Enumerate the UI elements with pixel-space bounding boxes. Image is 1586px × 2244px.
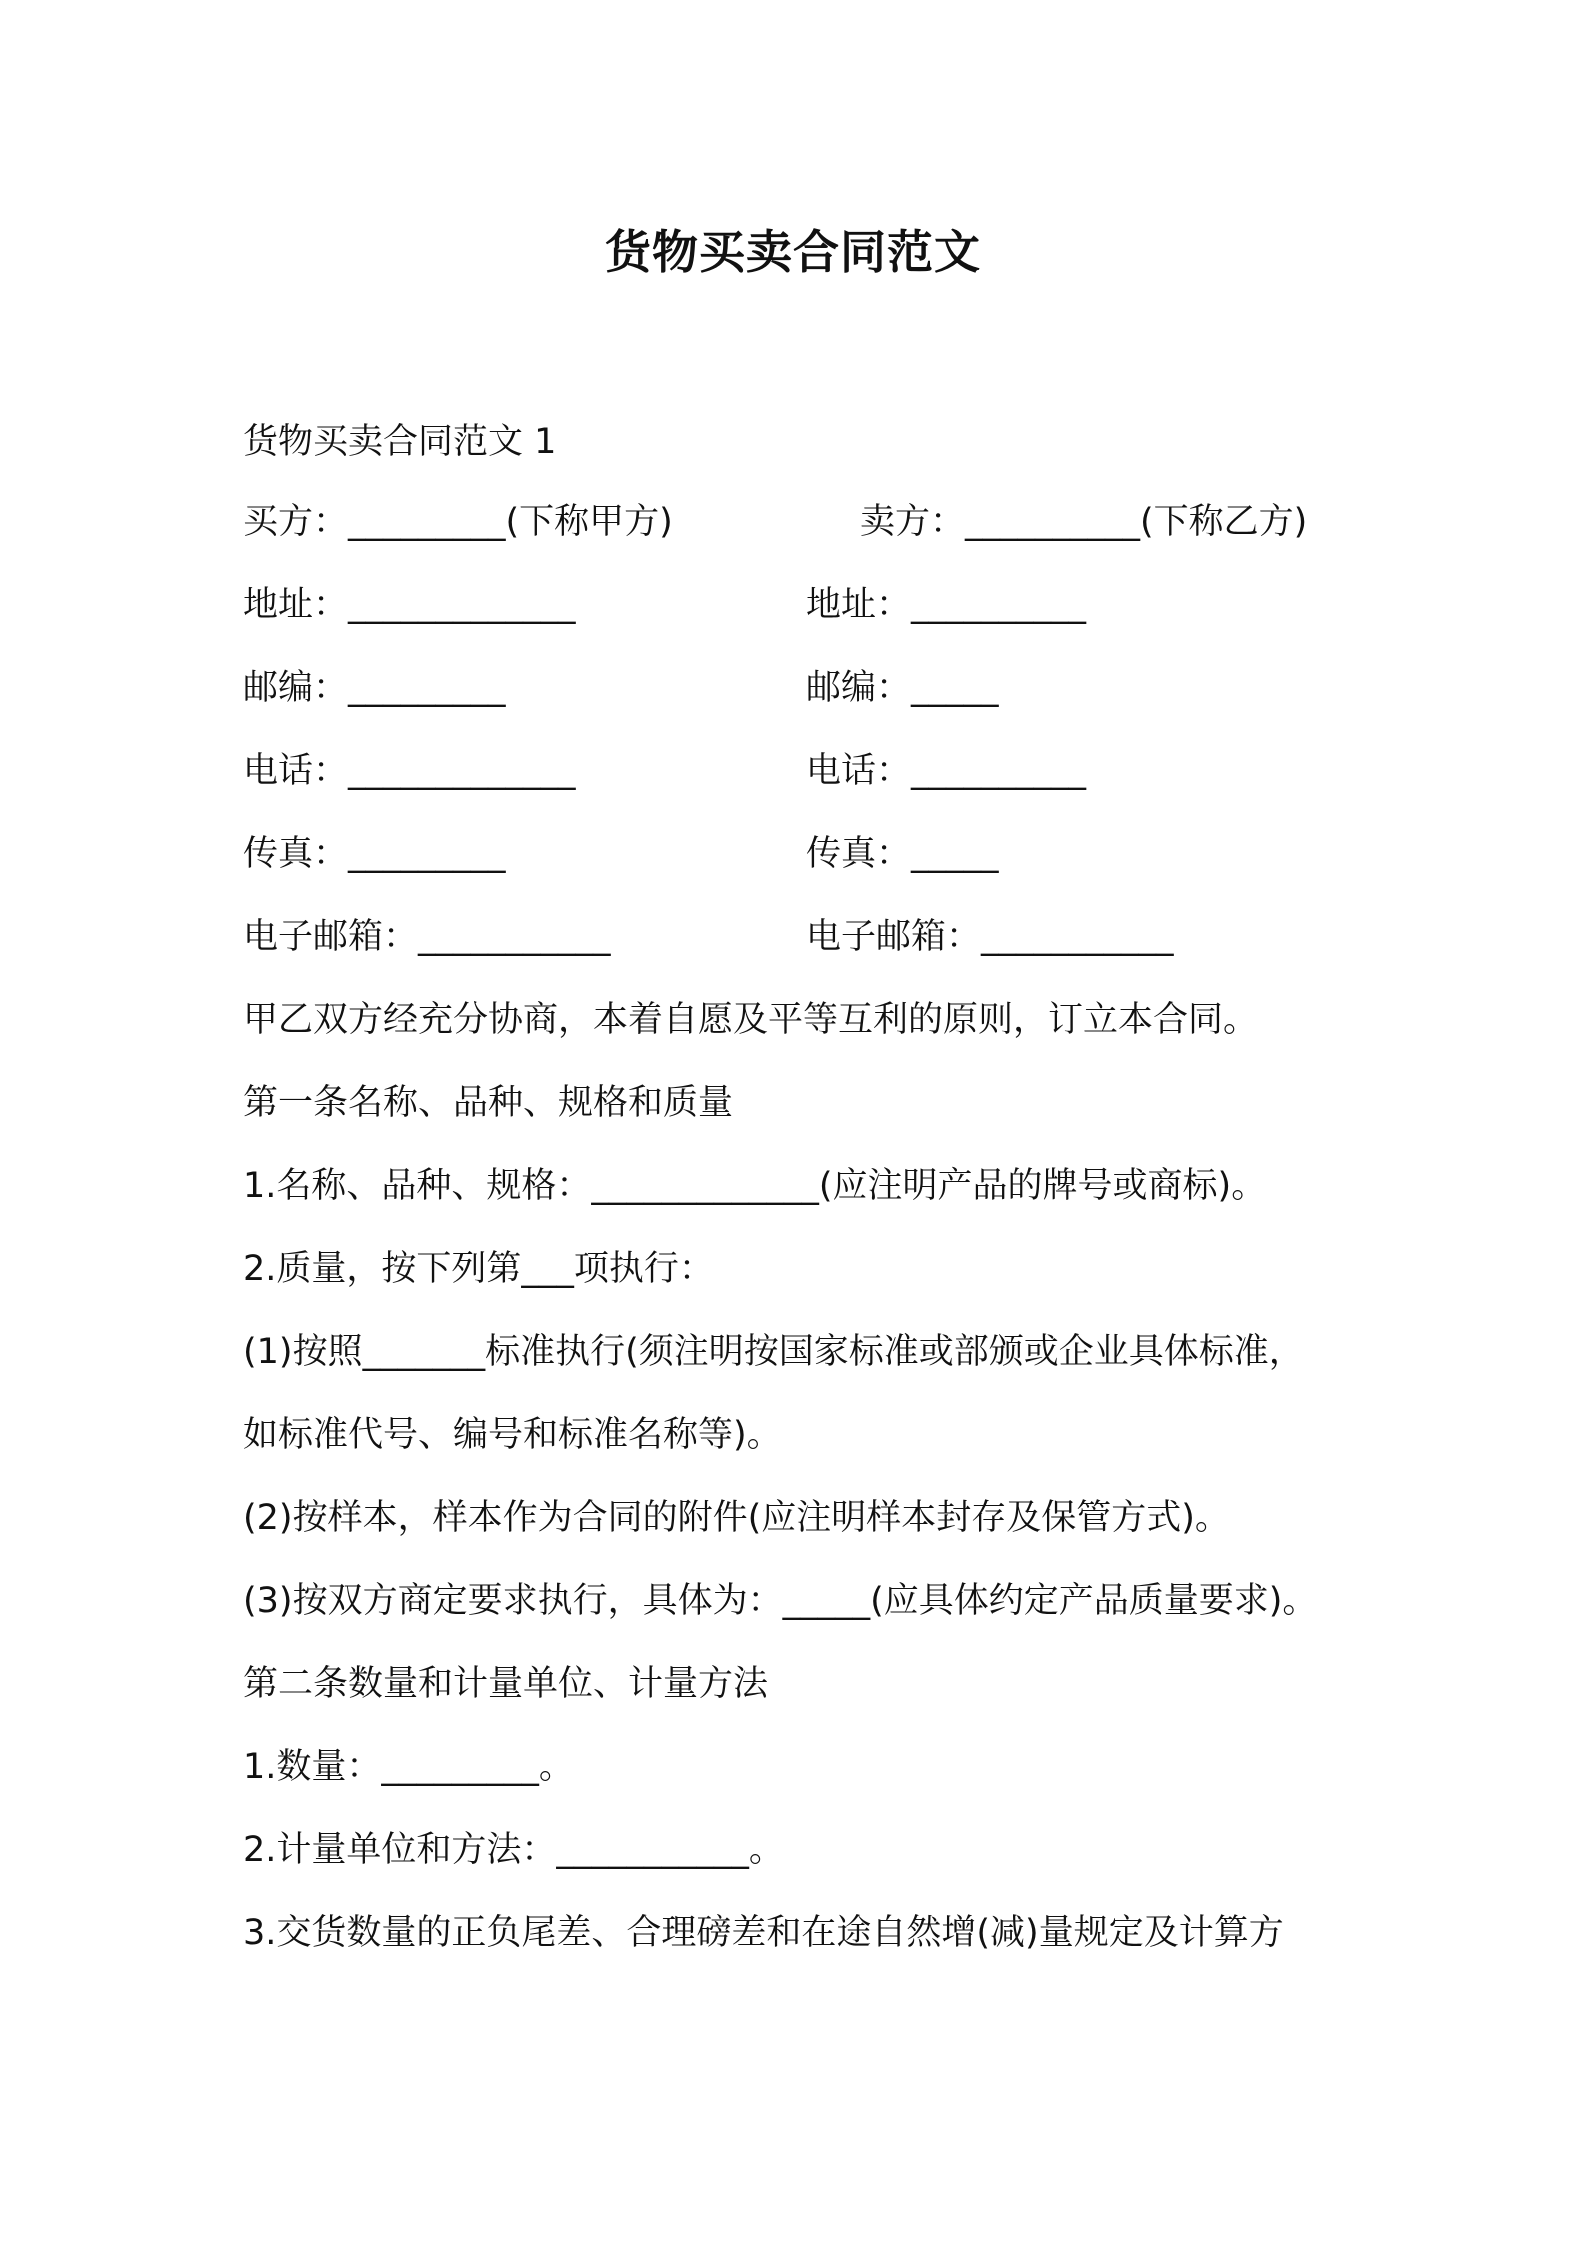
paragraph-item: 3.交货数量的正负尾差、合理磅差和在途自然增(减)量规定及计算方 xyxy=(243,1913,1284,1953)
paragraph-item: 1.名称、品种、规格：_____________(应注明产品的牌号或商标)。 xyxy=(243,1166,1267,1206)
buyer-name-field: 买方：_________(下称甲方) xyxy=(243,502,673,542)
seller-email-field: 电子邮箱：___________ xyxy=(806,917,1174,957)
buyer-phone-field: 电话：_____________ xyxy=(243,751,576,791)
paragraph-item: (1)按照_______标准执行(须注明按国家标准或部颁或企业具体标准， xyxy=(243,1332,1304,1372)
paragraph-item: (3)按双方商定要求执行，具体为：_____(应具体约定产品质量要求)。 xyxy=(243,1581,1318,1621)
buyer-address-field: 地址：_____________ xyxy=(243,585,576,625)
section-heading: 货物买卖合同范文 1 xyxy=(243,422,557,462)
seller-postcode-field: 邮编：_____ xyxy=(806,668,999,708)
paragraph-item: 2.计量单位和方法：___________。 xyxy=(243,1830,784,1870)
paragraph-intro: 甲乙双方经充分协商，本着自愿及平等互利的原则，订立本合同。 xyxy=(243,1000,1259,1040)
buyer-fax-field: 传真：_________ xyxy=(243,834,506,874)
paragraph-item: (2)按样本，样本作为合同的附件(应注明样本封存及保管方式)。 xyxy=(243,1498,1230,1538)
document-title: 货物买卖合同范文 xyxy=(605,225,981,279)
paragraph-item: 2.质量，按下列第___项执行： xyxy=(243,1249,714,1289)
buyer-postcode-field: 邮编：_________ xyxy=(243,668,506,708)
paragraph-item: 如标准代号、编号和标准名称等)。 xyxy=(243,1415,782,1455)
buyer-email-field: 电子邮箱：___________ xyxy=(243,917,611,957)
seller-name-field: 卖方：__________(下称乙方) xyxy=(860,502,1308,542)
article-2-heading: 第二条数量和计量单位、计量方法 xyxy=(243,1664,769,1704)
seller-phone-field: 电话：__________ xyxy=(806,751,1087,791)
article-1-heading: 第一条名称、品种、规格和质量 xyxy=(243,1083,734,1123)
paragraph-item: 1.数量：_________。 xyxy=(243,1747,574,1787)
seller-fax-field: 传真：_____ xyxy=(806,834,999,874)
seller-address-field: 地址：__________ xyxy=(806,585,1087,625)
